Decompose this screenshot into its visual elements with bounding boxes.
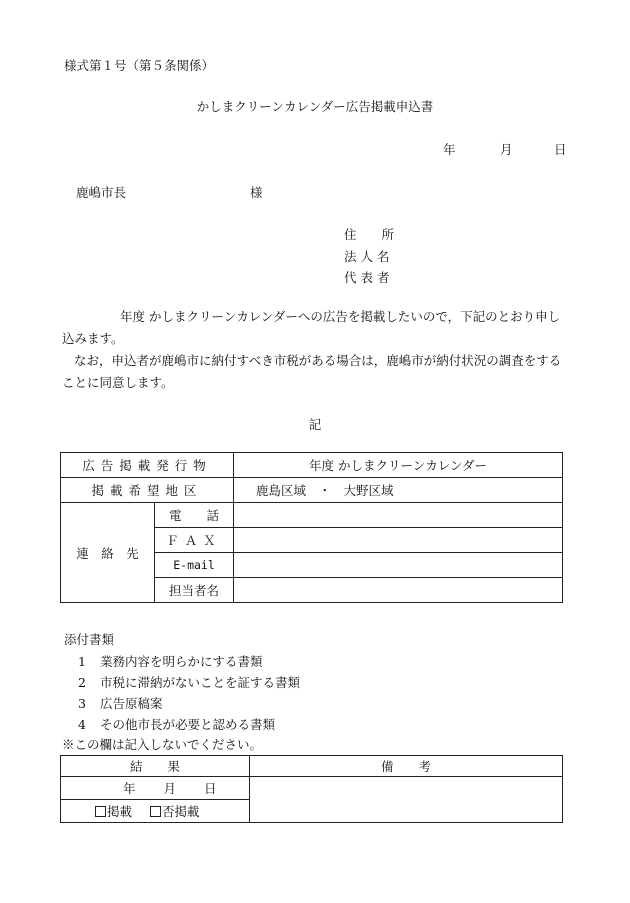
application-statement — [62, 306, 572, 394]
result-month-label: 月 — [163, 781, 177, 796]
remarks-label: 備 考 — [250, 756, 563, 777]
phone-label: 電 話 — [155, 503, 234, 528]
publication-value: 年度 かしまクリーンカレンダー — [234, 453, 563, 478]
publication-label: 広告掲載発行物 — [61, 453, 234, 478]
application-table — [60, 452, 563, 603]
result-date — [61, 777, 250, 800]
date-month-label: 月 — [500, 142, 513, 157]
list-item: 3 広告原稿案 — [78, 696, 163, 711]
table-row — [61, 503, 563, 528]
form-number: 様式第１号（第５条関係） — [64, 58, 215, 73]
statement-paragraph-1: 年度 かしまクリーンカレンダーへの広告を掲載したいので，下記のとおり申し込みます。 — [62, 309, 561, 346]
fax-label: ＦＡＸ — [155, 528, 234, 553]
attachments-list — [78, 651, 300, 735]
person-label: 担当者名 — [155, 578, 234, 603]
document-title: かしまクリーンカレンダー広告掲載申込書 — [196, 99, 434, 114]
applicant-address-label: 住 所 — [344, 227, 395, 242]
area-value: 鹿島区域 ・ 大野区域 — [234, 478, 563, 503]
approve-checkbox[interactable] — [95, 806, 106, 817]
person-field[interactable] — [234, 578, 563, 603]
table-row — [61, 756, 563, 777]
date-day-label: 日 — [554, 142, 567, 157]
attachments-title: 添付書類 — [64, 632, 115, 647]
remarks-field[interactable] — [250, 777, 563, 823]
addressee-name: 鹿嶋市長 — [76, 185, 127, 200]
reject-label: 否掲載 — [162, 804, 200, 819]
statement-paragraph-2: なお，申込者が鹿嶋市に納付すべき市税がある場合は，鹿嶋市が納付状況の調査をすることに同意します。 — [62, 353, 562, 390]
table-row — [61, 478, 563, 503]
list-item: 4 その他市長が必要と認める書類 — [78, 717, 276, 732]
fax-field[interactable] — [234, 528, 563, 553]
ki-heading: 記 — [308, 417, 322, 432]
email-label: E-mail — [155, 553, 234, 578]
addressee-honorific: 様 — [250, 185, 263, 200]
office-use-table — [60, 755, 563, 823]
email-field[interactable] — [234, 553, 563, 578]
result-label: 結 果 — [61, 756, 250, 777]
table-row — [61, 453, 563, 478]
table-row — [61, 777, 563, 800]
result-checkboxes — [61, 800, 250, 823]
list-item: 2 市税に滞納がないことを証する書類 — [78, 675, 301, 690]
phone-field[interactable] — [234, 503, 563, 528]
applicant-corporation-label: 法 人 名 — [344, 249, 390, 264]
date-year-label: 年 — [443, 142, 456, 157]
area-label: 掲載希望地区 — [61, 478, 234, 503]
approve-label: 掲載 — [107, 804, 133, 819]
result-year-label: 年 — [123, 781, 136, 796]
result-day-label: 日 — [204, 781, 217, 796]
list-item: 1 業務内容を明らかにする書類 — [78, 654, 263, 669]
office-use-note: ※この欄は記入しないでください。 — [62, 737, 263, 752]
reject-checkbox[interactable] — [150, 806, 161, 817]
contact-label: 連 絡 先 — [61, 503, 155, 603]
applicant-representative-label: 代 表 者 — [344, 270, 390, 285]
